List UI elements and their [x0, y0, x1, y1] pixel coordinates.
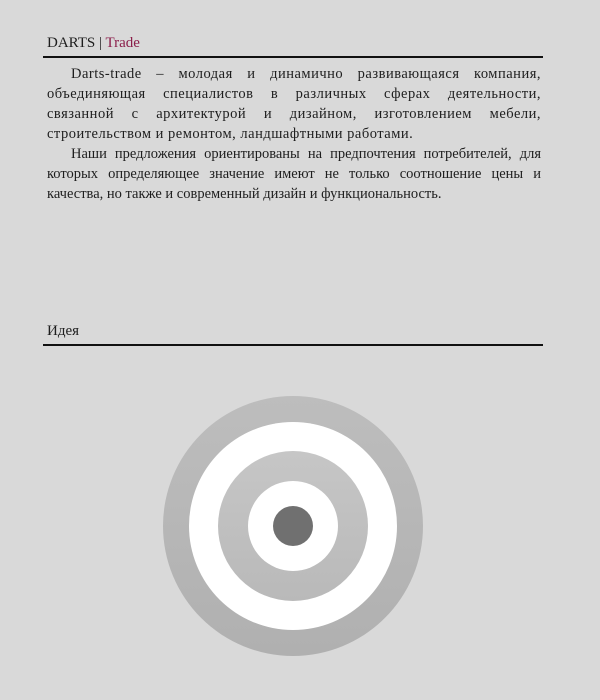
intro-paragraph-1: Darts-trade – молодая и динамично развивающаяся компания, объединяющая специалистов в различных сферах деятельности, связанной с архитектурой и дизайном, изготовлением мебели, строительством и ремонтом, ландшафтными работами. [47, 66, 541, 142]
brand-header [43, 34, 543, 58]
target-bullseye [273, 506, 313, 546]
brand-separator: | [95, 35, 106, 51]
idea-section [43, 322, 543, 346]
target-icon [163, 396, 423, 656]
brand-accent: Trade [105, 35, 140, 51]
idea-header [43, 322, 543, 346]
intro-text [43, 58, 543, 204]
brand-section [43, 34, 543, 204]
intro-paragraph-2: Наши предложения ориентированы на предпочтения потребителей, для которых определяющее значение имеют не только соотношение цены и качества, но также и современный дизайн и функциональность. [47, 146, 541, 202]
idea-title: Идея [47, 323, 80, 339]
target-graphic [163, 396, 423, 656]
brand-main: DARTS [47, 35, 96, 51]
